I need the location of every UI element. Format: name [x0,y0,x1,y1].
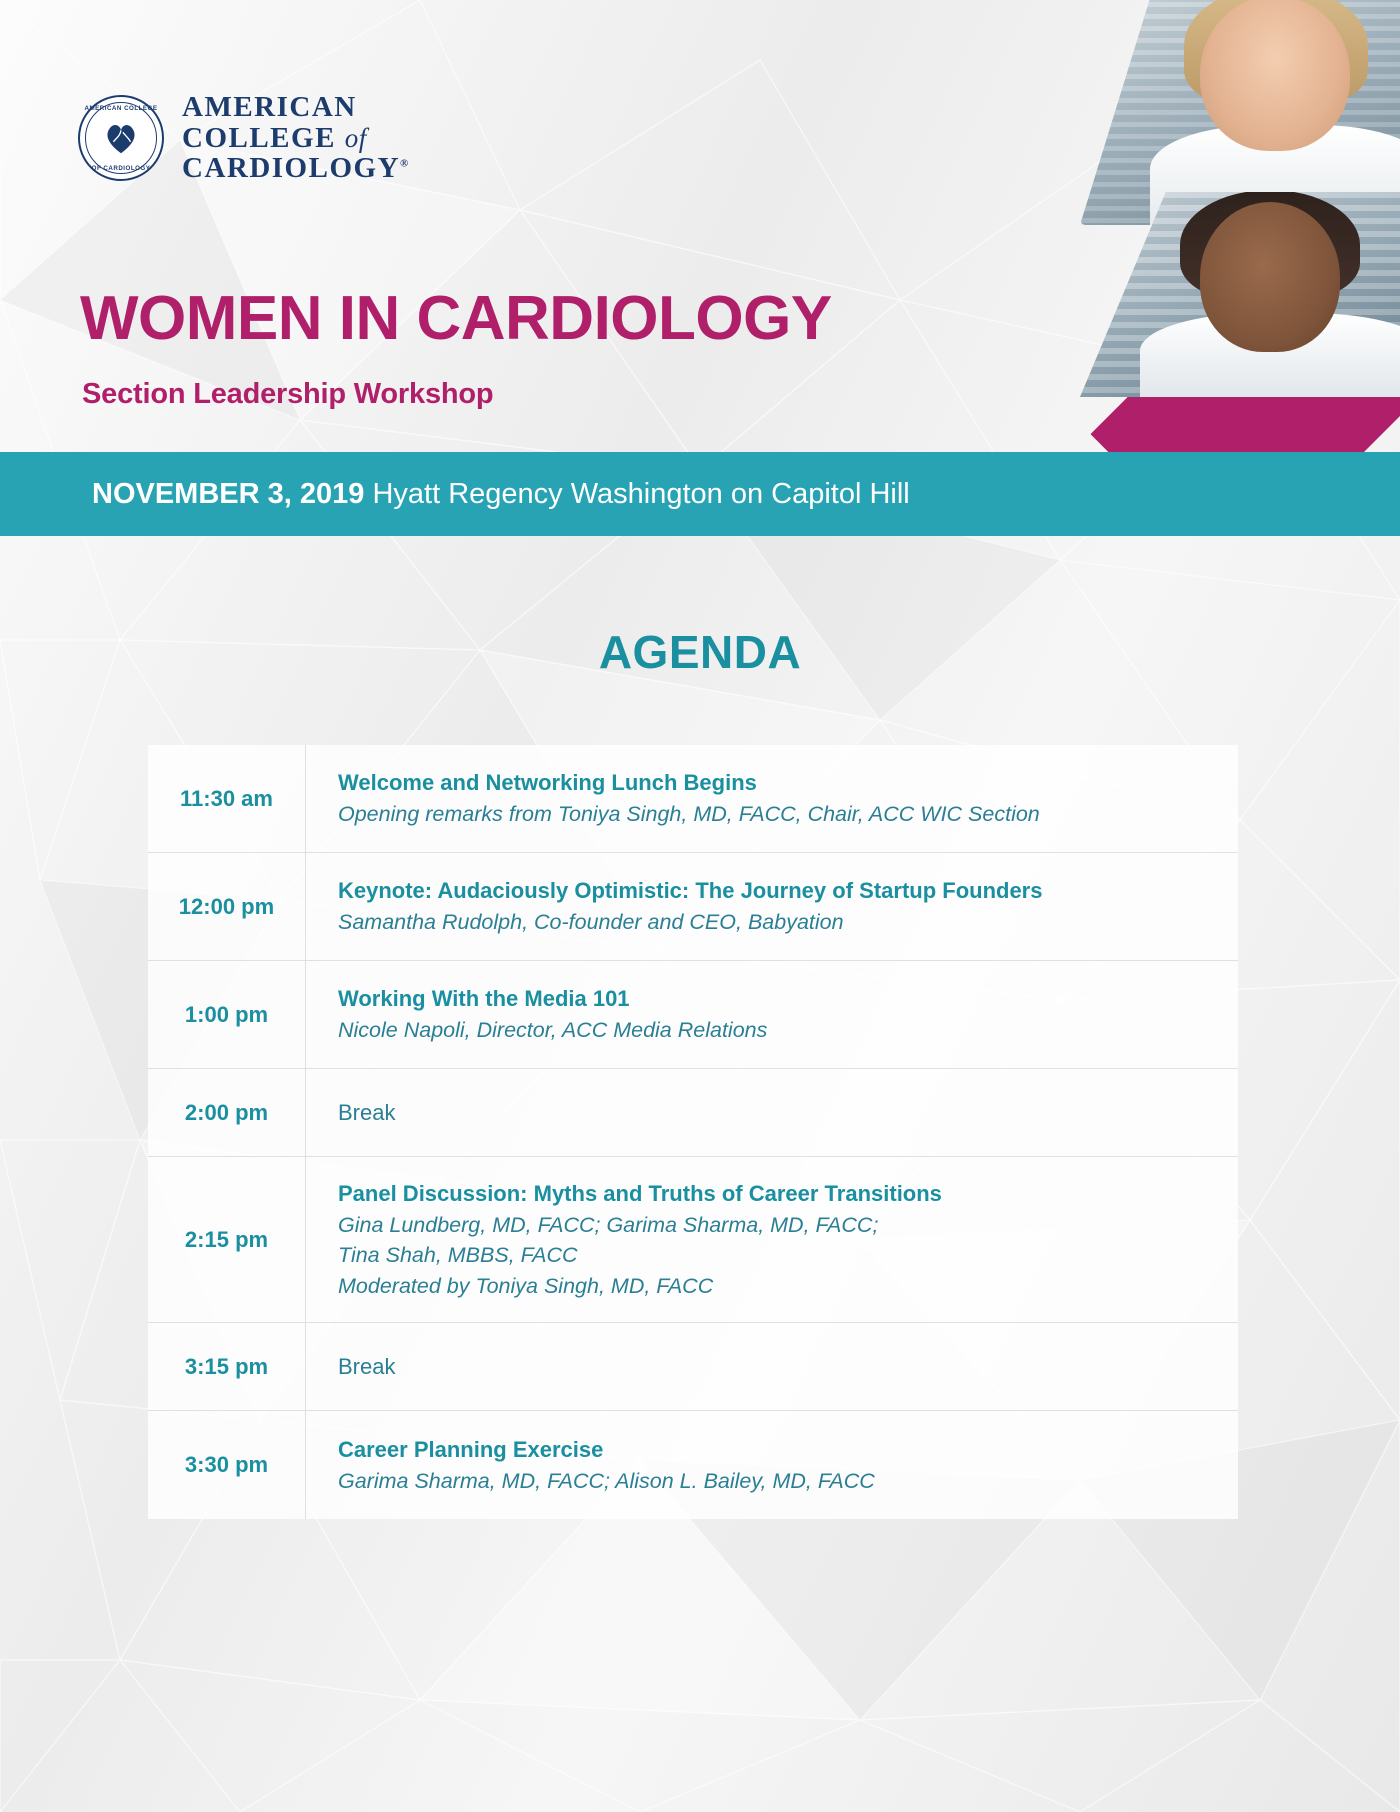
photo-physician-smiling [1080,0,1400,225]
table-row [148,745,1238,853]
heart-icon [102,119,140,157]
acc-seal-icon [78,95,164,181]
agenda-time: 11:30 am [148,745,306,852]
agenda-description [306,745,1238,852]
agenda-session-title: Welcome and Networking Lunch Begins [338,770,757,796]
table-row [148,1323,1238,1411]
agenda-session-title: Break [338,1099,396,1125]
agenda-session-speakers: Gina Lundberg, MD, FACC; Garima Sharma, MD, FACC; [338,1212,879,1237]
event-date: NOVEMBER 3, 2019 [92,477,365,510]
agenda-heading: AGENDA [598,626,802,678]
agenda-session-title: Panel Discussion: Myths and Truths of Career Transitions [338,1181,942,1207]
agenda-table [148,745,1238,1519]
header-photo-collage [980,0,1400,452]
agenda-time: 1:00 pm [148,961,306,1068]
table-row [148,1157,1238,1323]
agenda-description [306,1411,1238,1519]
table-row [148,853,1238,961]
agenda-time: 12:00 pm [148,853,306,960]
agenda-time: 2:15 pm [148,1157,306,1322]
agenda-description [306,961,1238,1068]
logo-line-2-college: COLLEGE [182,121,345,154]
agenda-session-title: Working With the Media 101 [338,986,630,1012]
logo-line-3-text: CARDIOLOGY [182,152,401,185]
acc-logo-wordmark [182,92,410,184]
agenda-session-speakers: Opening remarks from Toniya Singh, MD, FACC, Chair, ACC WIC Section [338,802,1040,827]
acc-logo [78,92,410,184]
event-info-bar [0,452,1400,536]
agenda-time: 2:00 pm [148,1069,306,1156]
agenda-description [306,1323,1238,1410]
page-subtitle: Section Leadership Workshop [82,378,494,410]
event-venue: Hyatt Regency Washington on Capitol Hill [364,477,910,510]
agenda-description [306,853,1238,960]
seal-ring-bottom-text: OF CARDIOLOGY [91,165,151,173]
agenda-description [306,1157,1238,1322]
agenda-session-speakers: Garima Sharma, MD, FACC; Alison L. Bailey, MD, FACC [338,1468,875,1493]
table-row [148,961,1238,1069]
agenda-session-moderator: Moderated by Toniya Singh, MD, FACC [338,1273,714,1298]
agenda-time: 3:30 pm [148,1411,306,1519]
logo-line-3 [182,153,410,184]
agenda-session-title: Break [338,1353,396,1379]
logo-line-1: AMERICAN [182,91,357,123]
agenda-session-speakers-2: Tina Shah, MBBS, FACC [338,1243,578,1268]
agenda-session-speakers: Nicole Napoli, Director, ACC Media Relations [338,1018,768,1043]
agenda-session-title: Career Planning Exercise [338,1436,604,1462]
page-title: WOMEN IN CARDIOLOGY [80,284,832,353]
flyer-header [0,0,1400,452]
agenda-time: 3:15 pm [148,1323,306,1410]
table-row [148,1069,1238,1157]
agenda-session-title: Keynote: Audaciously Optimistic: The Journey of Startup Founders [338,878,1043,904]
seal-ring-top-text: AMERICAN COLLEGE [84,105,158,113]
table-row [148,1411,1238,1519]
logo-trademark: ® [400,157,410,170]
agenda-session-speakers: Samantha Rudolph, Co-founder and CEO, Babyation [338,910,844,935]
agenda-description [306,1069,1238,1156]
logo-line-2 [182,123,410,154]
logo-line-2-of: of [344,122,367,153]
